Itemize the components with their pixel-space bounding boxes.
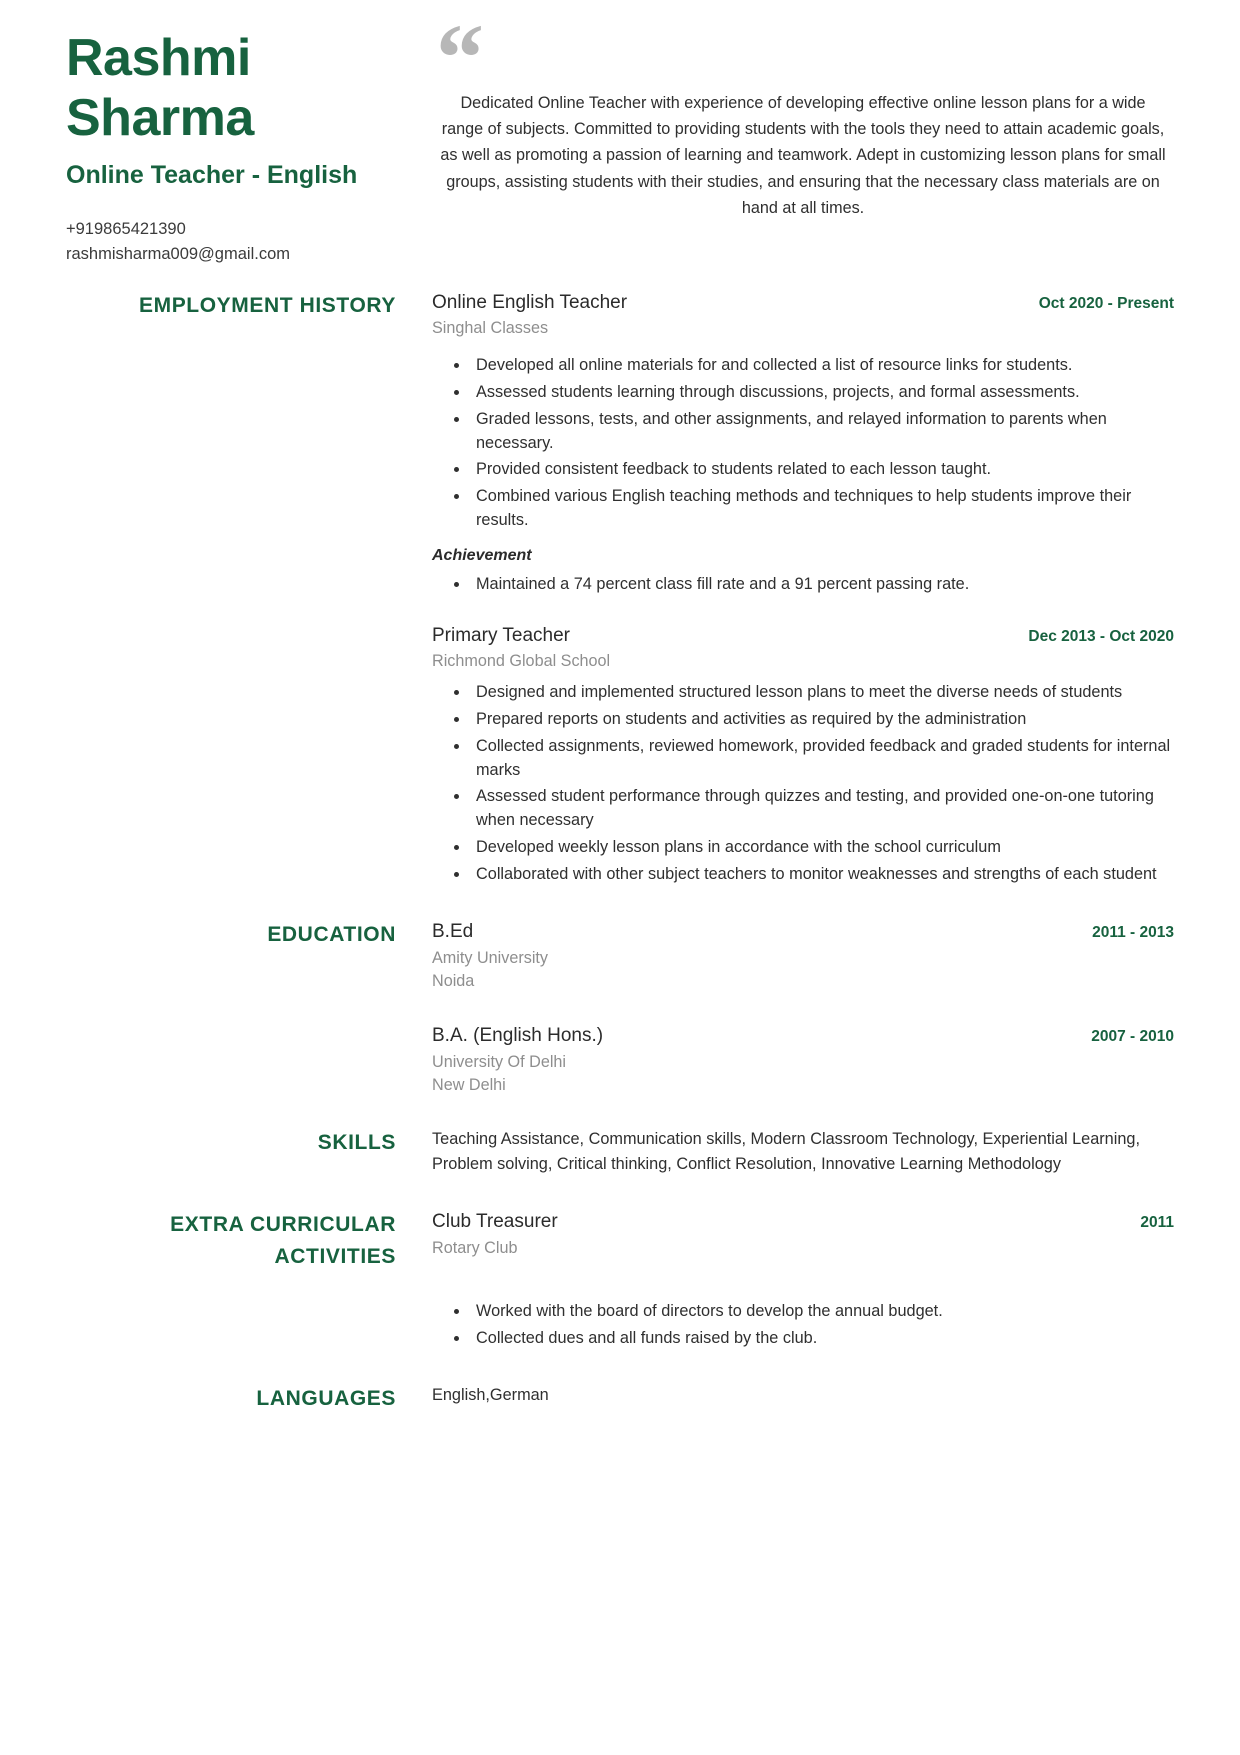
extra-curricular-role: Club Treasurer <box>432 1211 558 1233</box>
resume-header <box>0 0 1240 268</box>
education-entries <box>426 919 1174 1096</box>
section-label-languages <box>66 1383 426 1415</box>
extra-curricular-entry-header <box>432 1209 1174 1236</box>
employment-job-title: Online English Teacher <box>432 291 628 313</box>
list-item: • Collected dues and all funds raised by the club. <box>470 1327 1174 1351</box>
contact-email[interactable]: rashmisharma009@gmail.com <box>66 245 290 264</box>
list-item: • Worked with the board of directors to develop the annual budget. <box>470 1300 1174 1324</box>
section-skills <box>0 1127 1240 1178</box>
languages-list: English,German <box>432 1386 549 1405</box>
education-entry <box>432 919 1174 993</box>
list-item: • Collaborated with other subject teachers to monitor weaknesses and strengths of each student <box>470 863 1174 887</box>
extra-curricular-organization: Rotary Club <box>432 1238 518 1257</box>
candidate-last-name: Sharma <box>66 89 254 148</box>
skills-list: Teaching Assistance, Communication skills, Modern Classroom Technology, Experiential Learning, Problem solving, Critical thinking, Conflict Resolution, Innovative Learning Methodology <box>432 1129 1140 1173</box>
section-label-employment <box>66 290 426 890</box>
quote-mark-icon: “ <box>436 4 484 111</box>
employment-entries <box>426 290 1174 890</box>
employment-date-range: Oct 2020 - Present <box>1038 294 1174 312</box>
employment-bullet-list <box>432 354 1174 532</box>
education-date-range: 2007 - 2010 <box>1091 1028 1174 1046</box>
section-heading-employment: EMPLOYMENT HISTORY <box>139 293 396 317</box>
list-item: • Developed weekly lesson plans in accordance with the school curriculum <box>470 836 1174 860</box>
employment-bullet-list <box>432 681 1174 886</box>
section-heading-education: EDUCATION <box>267 923 396 947</box>
job-title: Online Teacher - English <box>66 160 358 189</box>
education-location: Noida <box>432 972 475 991</box>
extra-curricular-date: 2011 <box>1140 1214 1174 1232</box>
employment-job-title: Primary Teacher <box>432 624 570 646</box>
education-degree: B.A. (English Hons.) <box>432 1025 604 1047</box>
languages-content <box>426 1383 1174 1415</box>
section-employment-history <box>0 290 1240 890</box>
section-education <box>0 919 1240 1096</box>
employment-entry-header <box>432 623 1174 650</box>
list-item: • Graded lessons, tests, and other assignments, and relayed information to parents when necessary. <box>470 408 1174 456</box>
section-heading-extra-curricular: EXTRA CURRICULAR ACTIVITIES <box>170 1213 396 1269</box>
list-item: • Developed all online materials for and collected a list of resource links for students. <box>470 354 1174 378</box>
list-item: • Provided consistent feedback to students related to each lesson taught. <box>470 458 1174 482</box>
extra-curricular-entry <box>432 1209 1174 1350</box>
extra-curricular-entries <box>426 1209 1174 1353</box>
section-languages <box>0 1383 1240 1415</box>
employment-entry <box>432 290 1174 597</box>
employment-entry <box>432 623 1174 887</box>
list-item: • Maintained a 74 percent class fill rate and a 91 percent passing rate. <box>470 573 1174 597</box>
list-item: • Combined various English teaching methods and techniques to help students improve their results. <box>470 485 1174 533</box>
list-item: • Collected assignments, reviewed homework, provided feedback and graded students for internal marks <box>470 735 1174 783</box>
contact-phone: +919865421390 <box>66 219 186 238</box>
section-extra-curricular <box>0 1209 1240 1353</box>
section-label-education <box>66 919 426 1096</box>
achievement-label: Achievement <box>432 546 532 564</box>
education-entry <box>432 1023 1174 1097</box>
education-date-range: 2011 - 2013 <box>1092 924 1174 942</box>
list-item: • Assessed student performance through quizzes and testing, and provided one-on-one tutoring when necessary <box>470 785 1174 833</box>
profile-summary: Dedicated Online Teacher with experience of developing effective online lesson plans for a wide range of subjects. Committed to providing students with the tools they need to attain academic goals, as well as promoting a passion of learning and teamwork. Adept in customizing lesson plans for small groups, assisting students with their studies, and ensuring that the necessary class materials are on hand at all times. <box>440 94 1166 217</box>
header-summary-block <box>426 4 1174 268</box>
employment-company: Singhal Classes <box>432 319 549 338</box>
employment-entry-header <box>432 290 1174 317</box>
education-entry-header <box>432 1023 1174 1050</box>
section-heading-skills: SKILLS <box>317 1130 396 1154</box>
education-location: New Delhi <box>432 1075 506 1094</box>
list-item: • Assessed students learning through discussions, projects, and formal assessments. <box>470 381 1174 405</box>
employment-date-range: Dec 2013 - Oct 2020 <box>1028 627 1174 645</box>
list-item: • Prepared reports on students and activities as required by the administration <box>470 708 1174 732</box>
employment-company: Richmond Global School <box>432 652 611 671</box>
candidate-name <box>66 28 406 149</box>
extra-curricular-bullet-list <box>432 1300 1174 1351</box>
header-identity-block <box>66 28 426 268</box>
list-item: • Designed and implemented structured lesson plans to meet the diverse needs of students <box>470 681 1174 705</box>
education-entry-header <box>432 919 1174 946</box>
education-institution: Amity University <box>432 949 549 968</box>
education-institution: University Of Delhi <box>432 1052 567 1071</box>
section-label-skills <box>66 1127 426 1178</box>
achievement-bullet-list <box>432 573 1174 597</box>
section-label-extra-curricular <box>66 1209 426 1353</box>
skills-content <box>426 1127 1174 1178</box>
education-degree: B.Ed <box>432 921 474 943</box>
candidate-first-name: Rashmi <box>66 29 251 87</box>
section-heading-languages: LANGUAGES <box>256 1387 396 1411</box>
